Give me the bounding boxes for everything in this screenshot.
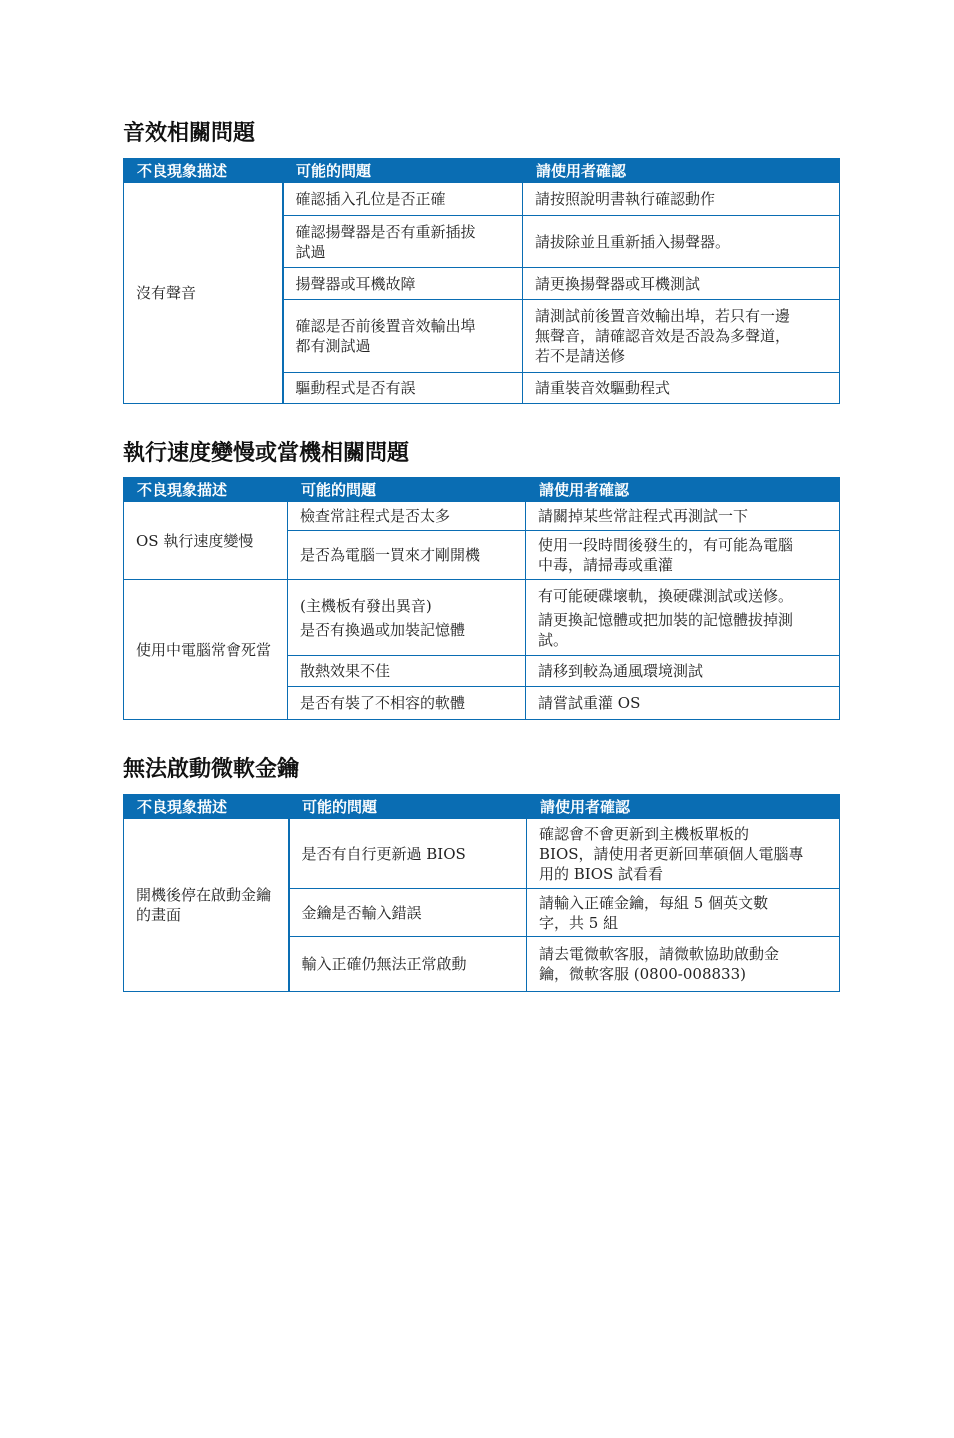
header-action: 請使用者確認 (526, 478, 840, 502)
action-cell: 請測試前後置音效輸出埠，若只有一邊 無聲音，請確認音效是否設為多聲道， 若不是請送修 (523, 300, 840, 373)
action-cell: 使用一段時間後發生的，有可能為電腦 中毒，請掃毒或重灌 (526, 531, 840, 580)
action-cell: 請拔除並且重新插入揚聲器。 (523, 216, 840, 268)
problem-cell: 檢查常註程式是否太多 (288, 502, 526, 531)
symptom-cell: OS 執行速度變慢 (124, 502, 288, 580)
action-cell: 請嘗試重灌 OS (526, 687, 840, 720)
problem-cell: 是否為電腦一買來才剛開機 (288, 531, 526, 580)
problem-cell: 是否有裝了不相容的軟體 (288, 687, 526, 720)
audio-issues-table (123, 158, 839, 404)
problem-cell: 驅動程式是否有誤 (283, 373, 523, 404)
header-symptom: 不良現象描述 (124, 159, 283, 183)
header-symptom: 不良現象描述 (124, 478, 288, 502)
action-cell: 有可能硬碟壞軌，換硬碟測試或送修。 請更換記憶體或把加裝的記憶體拔掉測 試。 (526, 580, 840, 656)
problem-cell: 確認是否前後置音效輸出埠 都有測試過 (283, 300, 523, 373)
action-cell: 請重裝音效驅動程式 (523, 373, 840, 404)
symptom-cell: 開機後停在啟動金鑰的畫面 (124, 819, 289, 992)
header-problem: 可能的問題 (289, 795, 527, 819)
header-problem: 可能的問題 (288, 478, 526, 502)
section-title: 無法啟動微軟金鑰 (123, 757, 300, 782)
problem-cell: 輸入正確仍無法正常啟動 (289, 937, 527, 992)
problem-cell: 確認插入孔位是否正確 (283, 183, 523, 216)
action-cell: 請關掉某些常註程式再測試一下 (526, 502, 840, 531)
header-action: 請使用者確認 (523, 159, 840, 183)
section-title: 音效相關問題 (123, 121, 256, 146)
symptom-cell: 使用中電腦常會死當 (124, 580, 288, 720)
problem-cell: 確認揚聲器是否有重新插拔 試過 (283, 216, 523, 268)
problem-cell: 是否有自行更新過 BIOS (289, 819, 527, 889)
header-action: 請使用者確認 (527, 795, 840, 819)
problem-cell: 散熱效果不佳 (288, 656, 526, 687)
problem-cell: 揚聲器或耳機故障 (283, 268, 523, 300)
problem-cell: 金鑰是否輸入錯誤 (289, 889, 527, 937)
action-cell: 請更換揚聲器或耳機測試 (523, 268, 840, 300)
problem-cell: (主機板有發出異音) 是否有換過或加裝記憶體 (288, 580, 526, 656)
action-cell: 請輸入正確金鑰，每組 5 個英文數 字，共 5 組 (527, 889, 840, 937)
header-problem: 可能的問題 (283, 159, 523, 183)
action-cell: 請按照說明書執行確認動作 (523, 183, 840, 216)
action-cell: 請移到較為通風環境測試 (526, 656, 840, 687)
action-cell: 確認會不會更新到主機板單板的 BIOS，請使用者更新回華碩個人電腦專 用的 BIOS 試看看 (527, 819, 840, 889)
activation-issues-table (123, 794, 839, 992)
symptom-cell: 沒有聲音 (124, 183, 283, 404)
action-cell: 請去電微軟客服，請微軟協助啟動金 鑰，微軟客服 (0800-008833) (527, 937, 840, 992)
header-symptom: 不良現象描述 (124, 795, 289, 819)
section-title: 執行速度變慢或當機相關問題 (123, 441, 410, 466)
performance-issues-table (123, 477, 839, 720)
